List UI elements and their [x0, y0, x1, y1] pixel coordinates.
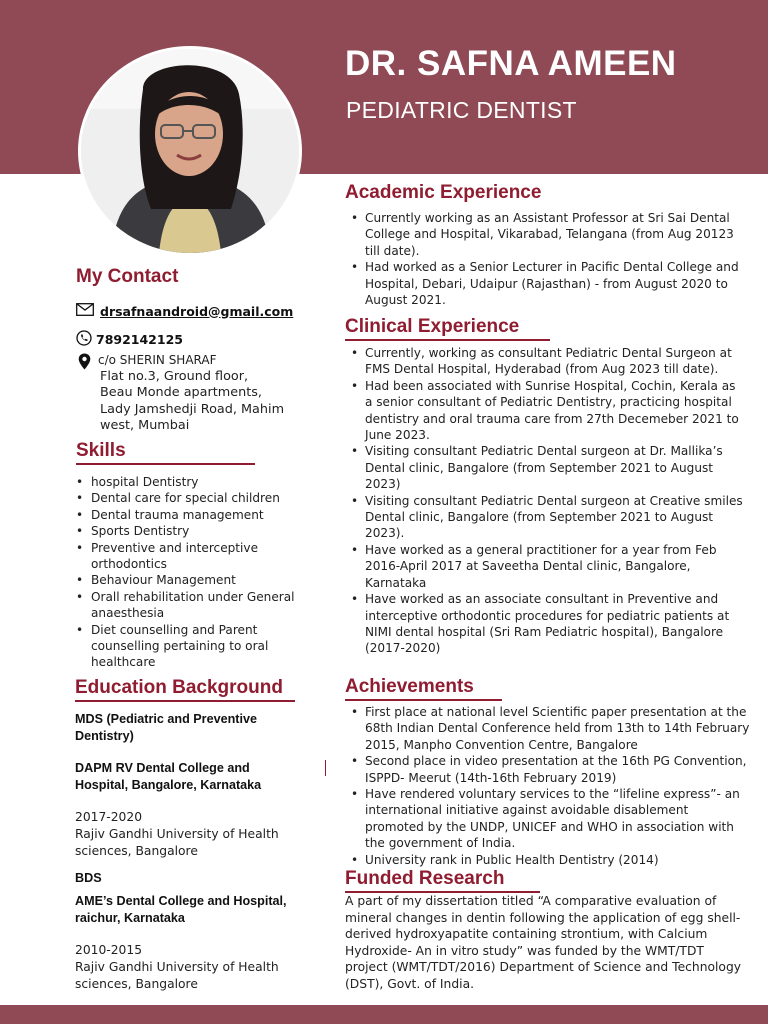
mds-university: Rajiv Gandhi University of Health sciences, Bangalore [75, 827, 279, 858]
address-line: c/o SHERIN SHARAF [98, 353, 217, 367]
list-item: • Currently, working as consultant Pediatric Dental Surgeon at FMS Dental Hospital, Hyderabad (from Aug 2023 till date). [345, 345, 745, 378]
location-pin-icon [78, 353, 91, 374]
list-item: • University rank in Public Health Dentistry (2014) [345, 852, 750, 868]
address-line: Lady Jamshedji Road, Mahim [100, 401, 285, 417]
list-item: • Dental care for special children [75, 490, 300, 506]
list-item: • Second place in video presentation at the 16th PG Convention, ISPPD- Meerut (14th-16th February 2019) [345, 753, 750, 786]
list-item: • Currently working as an Assistant Professor at Sri Sai Dental College and Hospital, Vikarabad, Telangana (from Aug 20123 till date). [345, 210, 745, 259]
profile-photo [78, 46, 302, 256]
list-item: • hospital Dentistry [75, 474, 300, 490]
address-line: Flat no.3, Ground floor, [100, 368, 249, 384]
mds-years: 2017-2020 [75, 810, 143, 824]
list-item: • Preventive and interceptive orthodontics [75, 540, 300, 573]
bds-university: Rajiv Gandhi University of Health sciences, Bangalore [75, 960, 279, 991]
address-block [100, 352, 310, 435]
contact-email-row [76, 303, 293, 319]
achievements-heading: Achievements [345, 676, 502, 701]
academic-heading: Academic Experience [345, 182, 542, 203]
bds-degree: BDS [75, 871, 102, 885]
bds-years: 2010-2015 [75, 943, 143, 957]
academic-list [345, 210, 745, 308]
list-item: • Diet counselling and Parent counselling pertaining to oral healthcare [75, 622, 300, 671]
phone-icon [76, 330, 92, 349]
funded-research-text: A part of my dissertation titled “A comparative evaluation of mineral changes in dentin following the application of egg shell-derived hydroxyapatite containing strontium, with Calcium Hydroxide- An in vitro study” was funded by the WMT/TDT project (WMT/TDT/2016) Department of Science and Technology (DST), Govt. of India. [345, 894, 742, 991]
bds-college: AME’s Dental College and Hospital, raichur, Karnataka [75, 894, 287, 925]
skills-list [75, 474, 300, 671]
funded-heading: Funded Research [345, 868, 540, 893]
skills-heading: Skills [76, 440, 255, 465]
list-item: • Dental trauma management [75, 507, 300, 523]
achievements-list [345, 704, 750, 868]
list-item: • Have rendered voluntary services to the “lifeline express”- an international initiative against avoidable disablement promoted by the UNDP, UNICEF and WHO in association with the government of India. [345, 786, 750, 852]
contact-heading: My Contact [76, 266, 179, 287]
envelope-icon [76, 303, 94, 319]
list-item: • Had worked as a Senior Lecturer in Pacific Dental College and Hospital, Debari, Udaipur (Rajasthan) - from August 2020 to August 2021. [345, 259, 745, 308]
footer-band [0, 1005, 768, 1024]
mds-degree: MDS (Pediatric and Preventive Dentistry) [75, 712, 257, 743]
list-item: • Have worked as a general practitioner for a year from Feb 2016-April 2017 at Saveetha Dental clinic, Bangalore, Karnataka [345, 542, 745, 591]
clinical-list [345, 345, 745, 657]
education-heading: Education Background [75, 677, 295, 702]
contact-phone-row [76, 330, 183, 349]
list-item: • Visiting consultant Pediatric Dental surgeon at Dr. Mallika’s Dental clinic, Bangalore (from September 2021 to August 2023) [345, 443, 745, 492]
list-item: • First place at national level Scientific paper presentation at the 68th Indian Dental Conference held from 13th to 14th February 2015, Manpho Convention Centre, Bangalore [345, 704, 750, 753]
list-item: • Had been associated with Sunrise Hospital, Cochin, Kerala as a senior consultant of Pediatric Dentistry, practicing hospital dentistry and oral trauma care from 27th Decemeber 2021 to June 2023. [345, 378, 745, 444]
list-item: • Sports Dentistry [75, 523, 300, 539]
job-title: PEDIATRIC DENTIST [346, 97, 577, 123]
list-item: • Orall rehabilitation under General anaesthesia [75, 589, 300, 622]
list-item: • Have worked as an associate consultant in Preventive and interceptive orthodontic procedures for pediatric patients at NIMI dental hospital (Sri Ram Pediatric hospital), Bangalore (2017-2020) [345, 591, 745, 657]
person-name: DR. SAFNA AMEEN [345, 44, 677, 83]
column-divider-mark [325, 760, 326, 776]
list-item: • Behaviour Management [75, 572, 300, 588]
address-line: west, Mumbai [100, 418, 190, 433]
list-item: • Visiting consultant Pediatric Dental surgeon at Creative smiles Dental clinic, Bangalore (from September 2021 to August 2023). [345, 493, 745, 542]
address-line: Beau Monde apartments, [100, 385, 263, 400]
phone-number: 7892142125 [96, 332, 183, 347]
email-link[interactable]: drsafnaandroid@gmail.com [100, 303, 294, 319]
mds-college: DAPM RV Dental College and Hospital, Bangalore, Karnataka [75, 761, 262, 792]
clinical-heading: Clinical Experience [345, 316, 550, 341]
